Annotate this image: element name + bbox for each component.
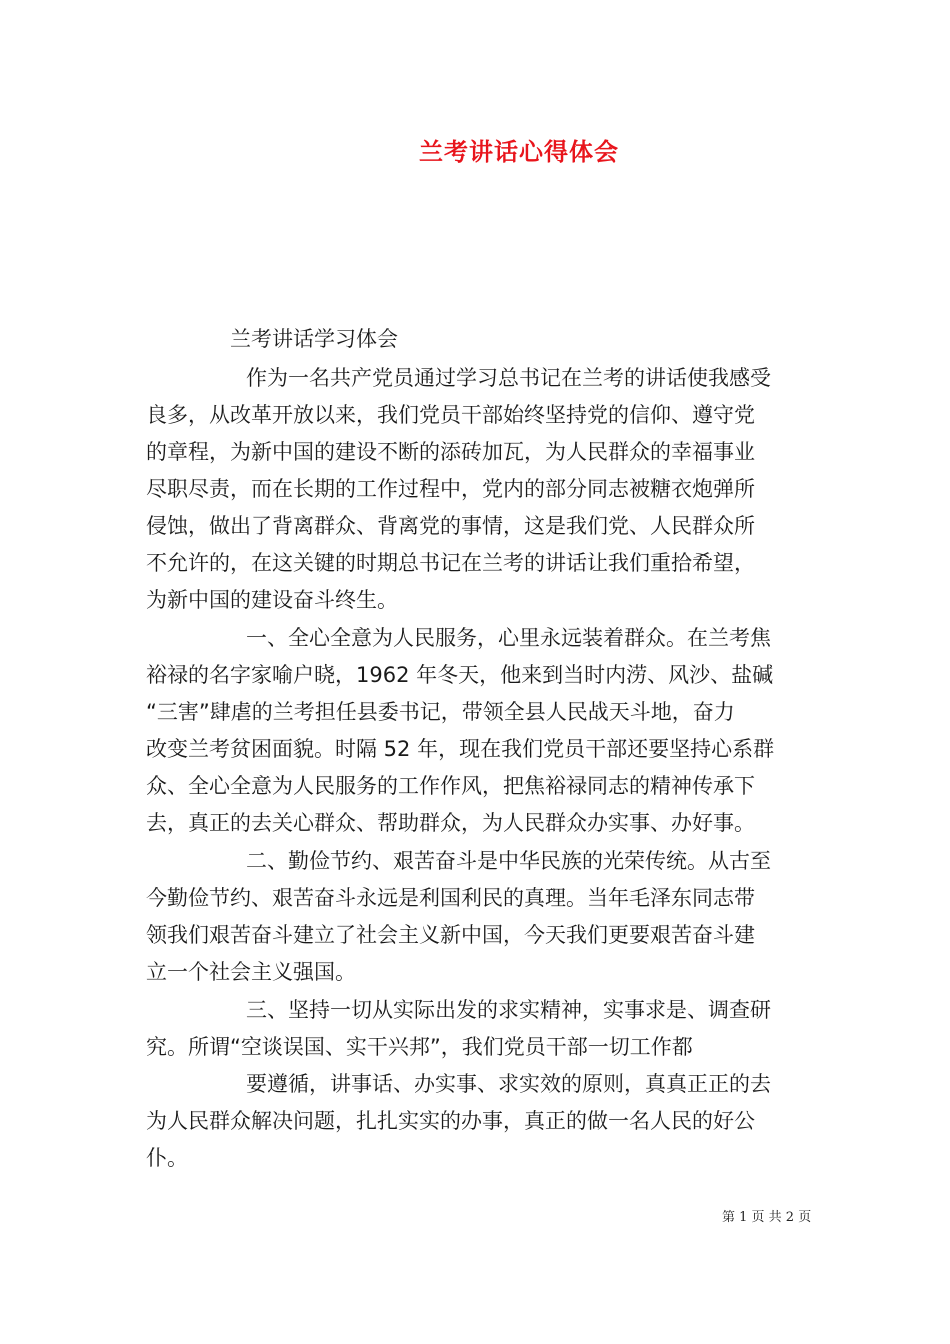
body-line: 为人民群众解决问题，扎扎实实的办事，真正的做一名人民的好公 (146, 1109, 755, 1133)
body-line: 三、坚持一切从实际出发的求实精神，实事求是、调查研 (246, 998, 771, 1022)
body-line: 为新中国的建设奋斗终生。 (146, 588, 398, 612)
body-line: 要遵循，讲事话、办实事、求实效的原则，真真正正的去 (246, 1072, 771, 1096)
body-line: 立一个社会主义强国。 (146, 960, 356, 984)
body-line: 尽职尽责，而在长期的工作过程中，党内的部分同志被糖衣炮弹所 (146, 477, 755, 501)
body-line: 的章程，为新中国的建设不断的添砖加瓦，为人民群众的幸福事业 (146, 440, 755, 464)
body-line: 今勤俭节约、艰苦奋斗永远是利国利民的真理。当年毛泽东同志带 (146, 886, 755, 910)
body-line: 裕禄的名字家喻户晓，1962 年冬天，他来到当时内涝、风沙、盐碱 (146, 663, 774, 687)
body-line: 良多，从改革开放以来，我们党员干部始终坚持党的信仰、遵守党 (146, 403, 755, 427)
body-line: 领我们艰苦奋斗建立了社会主义新中国，今天我们更要艰苦奋斗建 (146, 923, 755, 947)
body-line: 侵蚀，做出了背离群众、背离党的事情，这是我们党、人民群众所 (146, 514, 755, 538)
body-line: 改变兰考贫困面貌。时隔 52 年，现在我们党员干部还要坚持心系群 (146, 737, 775, 761)
body-line: 究。所谓“空谈误国、实干兴邦”，我们党员干部一切工作都 (146, 1035, 693, 1059)
body-line: “三害”肆虐的兰考担任县委书记，带领全县人民战天斗地，奋力 (146, 700, 735, 724)
body-line: 一、全心全意为人民服务，心里永远装着群众。在兰考焦 (246, 626, 771, 650)
body-line: 不允许的，在这关键的时期总书记在兰考的讲话让我们重拾希望， (146, 551, 755, 575)
body-line: 二、勤俭节约、艰苦奋斗是中华民族的光荣传统。从古至 (246, 849, 771, 873)
body-line: 去，真正的去关心群众、帮助群众，为人民群众办实事、办好事。 (146, 811, 755, 835)
body-line: 仆。 (146, 1146, 188, 1170)
document-title: 兰考讲话心得体会 (419, 138, 619, 166)
page-number-footer: 第 1 页 共 2 页 (722, 1210, 812, 1225)
body-line: 作为一名共产党员通过学习总书记在兰考的讲话使我感受 (246, 366, 771, 390)
body-line: 众、全心全意为人民服务的工作作风，把焦裕禄同志的精神传承下 (146, 774, 755, 798)
body-line: 兰考讲话学习体会 (230, 327, 398, 351)
